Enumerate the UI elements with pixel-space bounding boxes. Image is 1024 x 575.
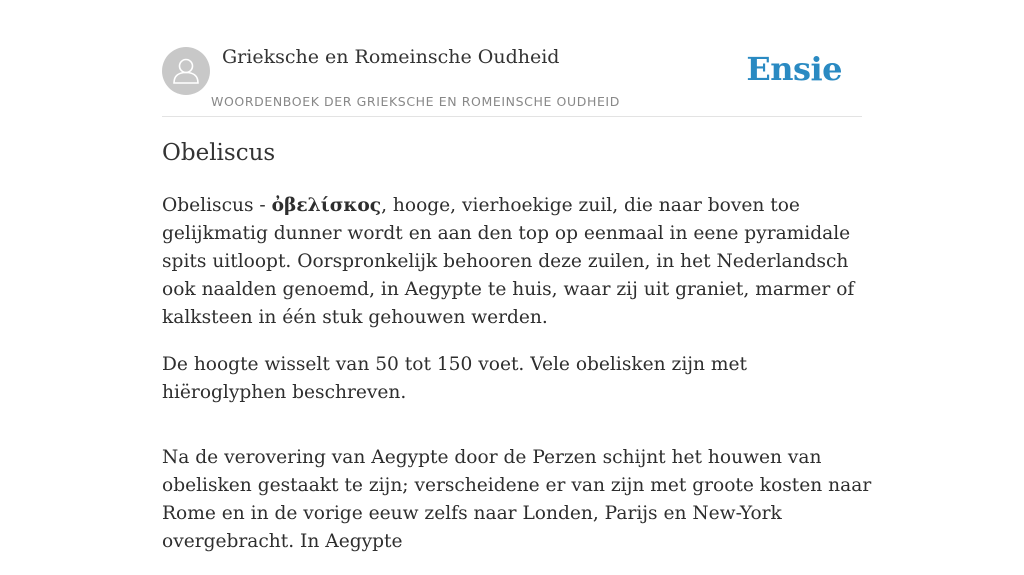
greek-term: ὀβελίσκος: [271, 195, 382, 216]
user-silhouette-icon[interactable]: [162, 47, 210, 95]
paragraph-definition: [162, 192, 872, 332]
brand-logo[interactable]: Ensie: [746, 50, 842, 88]
page: [162, 0, 872, 552]
source-header: [162, 0, 862, 117]
entry-body: [162, 192, 872, 575]
entry-title: Obeliscus: [162, 140, 276, 166]
paragraph-history: Na de verovering van Aegypte door de Perzen schijnt het houwen van obelisken gestaakt te zijn; verscheidene er van zijn met groote kosten naar Rome en in de vorige eeuw zelfs naar Londen, Parijs en New-York overgebracht. In Aegypte: [162, 447, 872, 552]
paragraph-rest: , hooge, vierhoekige zuil, die naar boven toe gelijkmatig dunner wordt en aan den top op eenmaal in eene pyramidale spits uitloopt. Oorspronkelijk behooren deze zuilen, in het Nederlandsch ook naalden genoemd, in Aegypte te huis, waar zij uit graniet, marmer of kalksteen in één stuk gehouwen werden.: [162, 195, 855, 328]
paragraph-lead: Obeliscus -: [162, 195, 272, 216]
source-title[interactable]: Grieksche en Romeinsche Oudheid: [222, 46, 560, 68]
source-subtitle: WOORDENBOEK DER GRIEKSCHE EN ROMEINSCHE OUDHEID: [211, 94, 620, 109]
paragraph-height: De hoogte wisselt van 50 tot 150 voet. Vele obelisken zijn met hiëroglyphen beschreven.: [162, 354, 748, 403]
